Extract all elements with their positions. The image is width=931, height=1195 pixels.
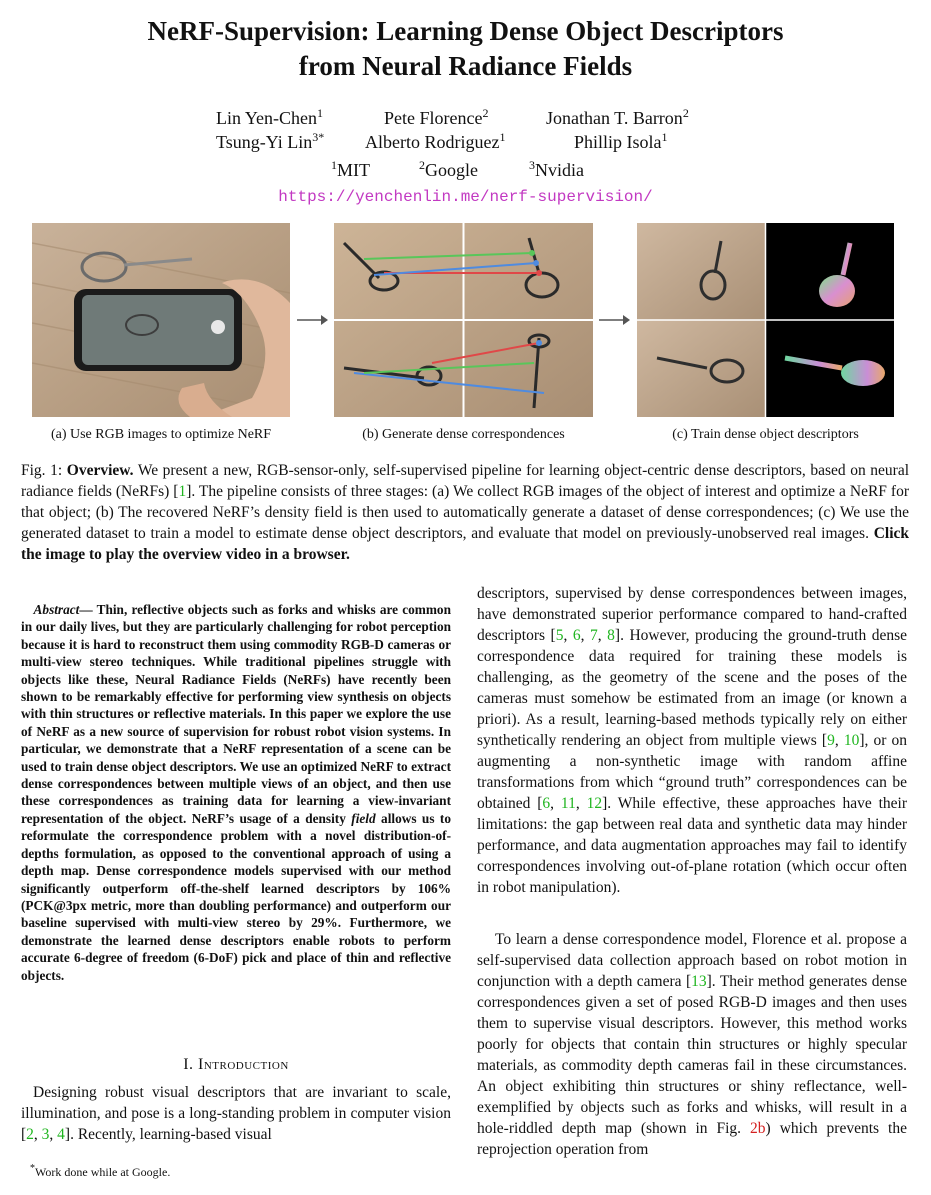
intro-paragraph-left: Designing robust visual descriptors that are invariant to scale, illumination, and pose is a long-standing problem in computer vision [2, 3, 4]. Recently, learning-based visual [21, 1084, 451, 1143]
citation-link[interactable]: 3 [41, 1126, 50, 1143]
citation-link[interactable]: 7 [590, 627, 598, 644]
citation-link[interactable]: 10 [843, 732, 860, 749]
figure-panel-b-photo[interactable] [334, 223, 593, 417]
citation-link[interactable]: 9 [827, 732, 835, 749]
affiliation-nvidia: $^3$Nvidia [529, 158, 584, 180]
phone-capture-illustration [32, 223, 290, 417]
arrow-right-icon [599, 314, 631, 326]
citation-link[interactable]: 6 [542, 795, 551, 812]
right-column-paragraph-2: To learn a dense correspondence model, Florence et al. propose a self-supervised data collection approach based on robot motion in conjunction with a depth camera [13]. Their method generates dense correspondences given a set of posed RGB-D images and then uses them to supervise visual descriptors. However, this method works poorly for objects that contain thin structures or highly specular materials, as commodity depth cameras fail in these circumstances. An object exhibiting thin structures or shiny reflectance, well-exemplified by objects such as forks and whisks, will result in a hole-riddled depth map (shown in Fig. 2b) which prevents the reprojection operation from [477, 931, 908, 1158]
figure-caption: Fig. 1: Overview. We present a new, RGB-sensor-only, self-supervised pipeline for learning object-centric dense descriptors, based on neural radiance fields (NeRFs) [1]. The pipeline consists of three stages: (a) We collect RGB images of the object of interest and optimize a NeRF for that object; (b) The recovered NeRF’s density field is then used to automatically generate a dataset of dense correspondences; (c) We use the generated dataset to train a model to estimate dense object descriptors, and evaluate that model on previously-unobserved real images. Click the image to play the overview video in a browser. [21, 462, 910, 563]
title-line-2: from Neural Radiance Fields [298, 51, 633, 81]
author-4: Tsung-Yi Lin$^{3*}$ [216, 130, 325, 152]
paper-title [0, 14, 931, 84]
citation-link[interactable]: 13 [691, 973, 707, 990]
author-row-1 [0, 106, 931, 130]
author-3: Jonathan T. Barron$^2$ [546, 106, 689, 128]
affiliation-row [0, 158, 931, 188]
author-5: Alberto Rodriguez$^1$ [365, 130, 506, 152]
affiliation-google: $^2$Google [419, 158, 478, 180]
citation-link[interactable]: 11 [560, 795, 576, 812]
figure-panel-c-photo[interactable] [637, 223, 894, 417]
citation-link[interactable]: 4 [57, 1126, 65, 1143]
descriptor-visualization-illustration [637, 223, 894, 417]
citation-link[interactable]: 2 [26, 1126, 34, 1143]
author-1: Lin Yen-Chen$^1$ [216, 106, 324, 128]
abstract: Abstract— Thin, reflective objects such as forks and whisks are common in our daily lives, but they are particularly challenging for robot perception because it is hard to reconstruct them using commodity RGB-D cameras or multi-view stereo techniques. While traditional pipelines struggle with objects like these, Neural Radiance Fields (NeRFs) have recently been shown to be remarkably effective for performing view synthesis on objects with thin structures or reflective materials. In this paper we explore the use of NeRF as a new source of supervision for robust robot vision systems. In particular, we demonstrate that a NeRF representation of a scene can be used to train dense object descriptors. We use an optimized NeRF to extract dense correspondences between multiple views of an object, and then use these correspondences as training data for learning a view-invariant representation of the object. NeRF’s usage of a density field allows us to reformulate the correspondence problem with a novel distribution-of-depths formulation, as opposed to the conventional approach of using a depth map. Dense correspondence models supervised with our method significantly outperform off-the-shelf learned descriptors by 106% (PCK@3px metric, more than doubling performance) and outperform our baseline supervised with multi-view stereo by 29%. Furthermore, we demonstrate the learned dense descriptors enable robots to perform accurate 6-degree of freedom (6-DoF) pick and place of thin and reflective objects. [21, 602, 451, 983]
arrow-right-icon [297, 314, 329, 326]
author-6: Phillip Isola$^1$ [574, 130, 668, 152]
video-link[interactable]: Click the image to play the overview video in a browser. [21, 525, 910, 563]
figure-panel-a-photo[interactable] [32, 223, 290, 417]
figure-reference-link[interactable]: 2b [750, 1120, 766, 1137]
subcaption-c: (c) Train dense object descriptors [672, 427, 859, 442]
subcaption-b: (b) Generate dense correspondences [362, 427, 565, 442]
citation-link[interactable]: 6 [572, 627, 581, 644]
project-url-link[interactable]: https://yenchenlin.me/nerf-supervision/ [278, 188, 653, 206]
footnote: *Work done while at Google. [30, 1163, 171, 1179]
citation-link[interactable]: 1 [178, 483, 187, 500]
right-column-paragraph-1: descriptors, supervised by dense correspondences between images, have demonstrated superior performance compared to hand-crafted descriptors [5, 6, 7, 8]. However, producing the ground-truth dense correspondence data required for training these models is challenging, as the geometry of the scene and the poses of the cameras must somehow be estimated from an image (or known a priori). As a result, learning-based methods typically rely on either synthetically rendering an object from multiple views [9, 10], or on augmenting a non-synthetic image with random affine transformations from which “ground truth” correspondences can be obtained [6, 11, 12]. While effective, these approaches have their limitations: the gap between real data and synthetic data may hinder performance, and data augmentation approaches may fail to identify correspondences involving out-of-plane rotation (which occur often in robot manipulation). [477, 585, 908, 896]
subcaption-a: (a) Use RGB images to optimize NeRF [50, 427, 272, 442]
title-line-1: NeRF-Supervision: Learning Dense Object Descriptors [147, 16, 784, 46]
citation-link[interactable]: 12 [586, 795, 603, 812]
correspondence-grid-illustration [334, 223, 593, 417]
affiliation-mit: $^1$MIT [331, 158, 370, 180]
citation-link[interactable]: 5 [555, 627, 564, 644]
author-row-2 [0, 130, 931, 154]
author-2: Pete Florence$^2$ [384, 106, 489, 128]
citation-link[interactable]: 8 [607, 627, 615, 644]
author-block [0, 106, 931, 184]
section-heading-introduction: I. Introduction [183, 1056, 289, 1073]
